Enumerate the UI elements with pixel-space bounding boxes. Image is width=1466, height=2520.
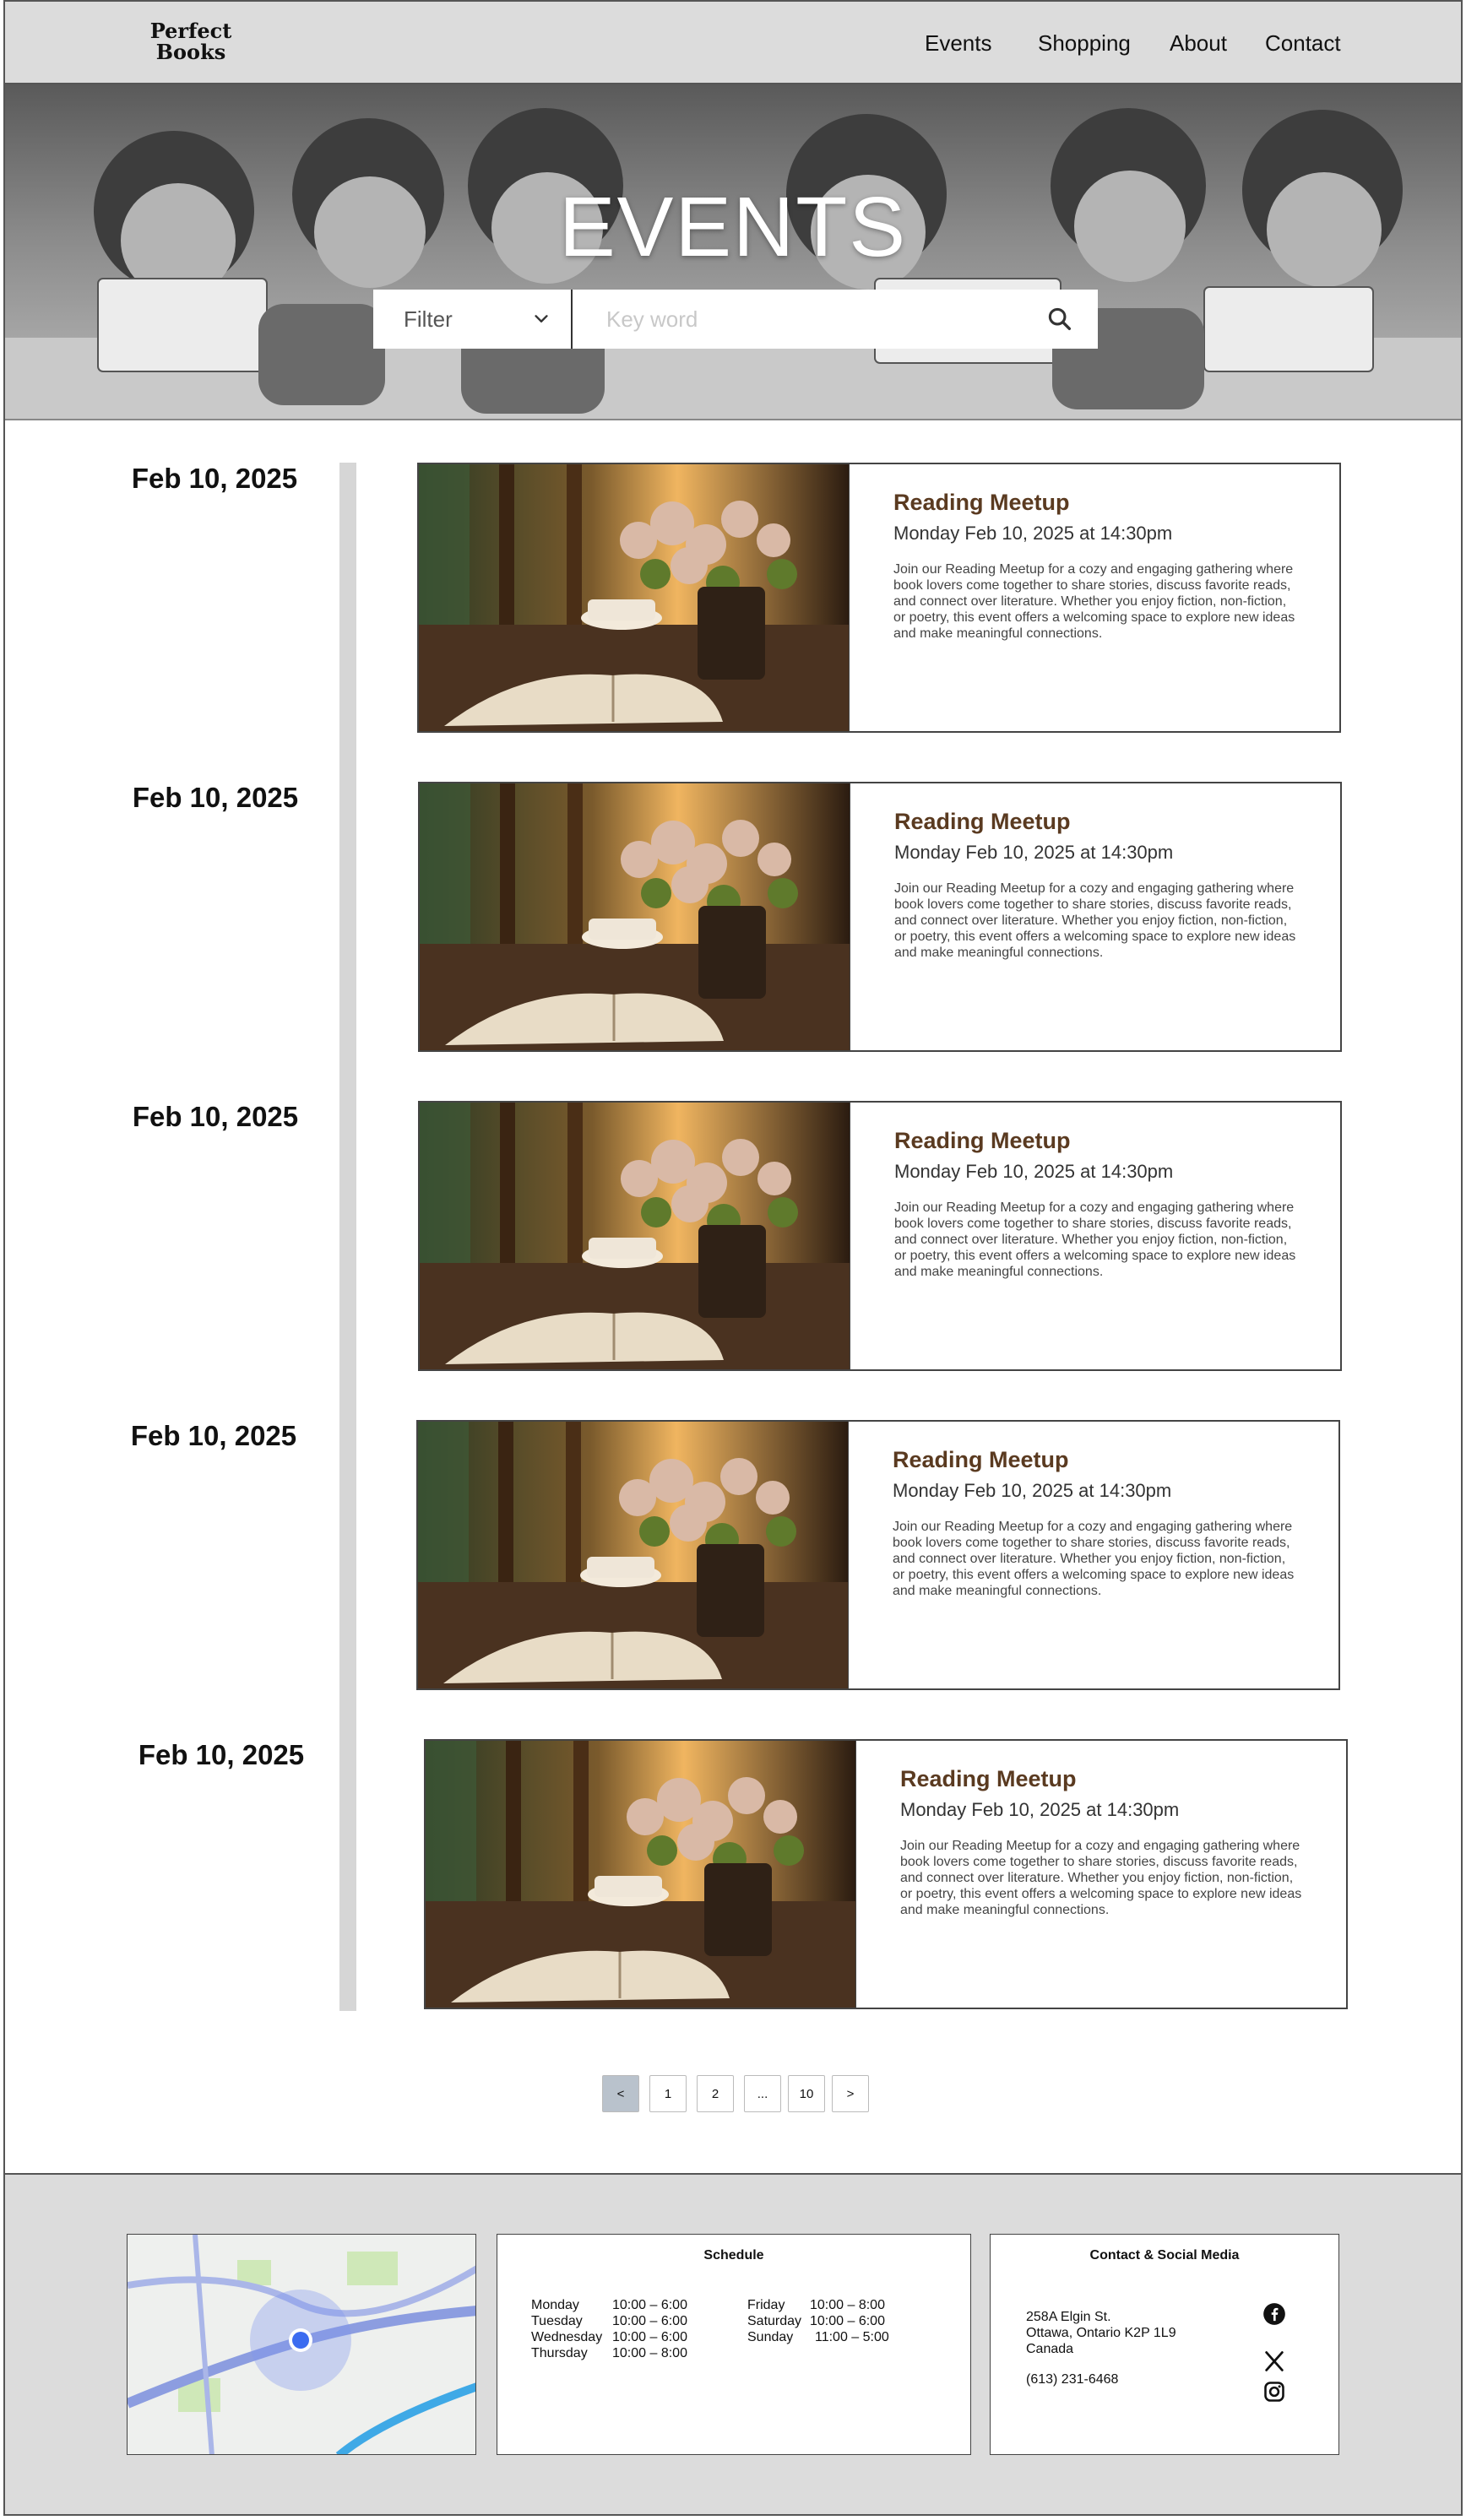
event-title: Reading Meetup: [894, 1128, 1071, 1153]
schedule-row: [747, 2297, 889, 2313]
contact-details: [1026, 2309, 1176, 2387]
event-image: [418, 1422, 849, 1688]
event-photo: [419, 464, 850, 731]
event-date: Feb 10, 2025: [132, 1101, 299, 1132]
contact-heading: Contact & Social Media: [1089, 2248, 1240, 2263]
schedule-hours: 10:00 – 6:00: [612, 2314, 687, 2328]
schedule-left: [531, 2297, 687, 2361]
schedule-hours: 11:00 – 5:00: [815, 2330, 889, 2344]
address-line-3: Canada: [1026, 2342, 1074, 2356]
logo-line-1: Perfect: [149, 19, 232, 43]
page-prev-button[interactable]: <: [602, 2075, 639, 2112]
schedule-day: Tuesday: [531, 2314, 583, 2328]
search-bar: [373, 290, 1098, 349]
schedule-row: [531, 2329, 687, 2345]
event-details: [856, 1741, 1331, 2008]
event-description: Join our Reading Meetup for a cozy and engaging gathering where book lovers come together to share stories, discuss favorite reads, and connect over literature. Whether you enjoy fiction, non-fiction, or poetry, this event offers a welcoming space to explore new ideas and make meaningful connections.: [894, 1200, 1296, 1279]
event-time: Monday Feb 10, 2025 at 14:30pm: [894, 842, 1174, 863]
site-footer: [5, 2173, 1461, 2516]
event-details: [850, 464, 1324, 731]
page-10-button[interactable]: 10: [788, 2075, 825, 2112]
logo-line-2: Books: [155, 40, 226, 64]
schedule-hours: 10:00 – 6:00: [612, 2298, 687, 2312]
nav-events[interactable]: Events: [925, 30, 992, 56]
contact-box: [990, 2234, 1339, 2455]
nav-shopping[interactable]: Shopping: [1038, 30, 1131, 56]
filter-dropdown[interactable]: [373, 290, 573, 349]
page-ellipsis: ...: [744, 2075, 781, 2112]
facebook-icon[interactable]: [1262, 2302, 1286, 2326]
event-photo: [420, 1103, 850, 1369]
schedule-heading: Schedule: [703, 2248, 764, 2263]
event-image: [426, 1741, 856, 2008]
event-description: Join our Reading Meetup for a cozy and engaging gathering where book lovers come together to share stories, discuss favorite reads, and connect over literature. Whether you enjoy fiction, non-fiction, or poetry, this event offers a welcoming space to explore new ideas and make meaningful connections.: [893, 1520, 1295, 1598]
event-title: Reading Meetup: [893, 490, 1070, 515]
page-2-button[interactable]: 2: [697, 2075, 734, 2112]
schedule-day: Monday: [531, 2298, 579, 2312]
hero-banner: [5, 84, 1461, 420]
keyword-search-input[interactable]: [573, 290, 1022, 349]
event-photo: [418, 1422, 849, 1688]
nav-contact[interactable]: Contact: [1265, 30, 1341, 56]
event-details: [849, 1422, 1323, 1688]
event-time: Monday Feb 10, 2025 at 14:30pm: [900, 1799, 1180, 1820]
event-card[interactable]: [418, 782, 1342, 1052]
chevron-down-icon: [532, 310, 551, 328]
phone-number: (613) 231-6468: [1026, 2372, 1119, 2387]
event-card[interactable]: [418, 1101, 1342, 1371]
schedule-row: [747, 2329, 889, 2345]
schedule-hours: 10:00 – 6:00: [810, 2314, 885, 2328]
event-title: Reading Meetup: [893, 1447, 1069, 1472]
event-image: [420, 783, 850, 1050]
filter-label: Filter: [404, 306, 453, 332]
event-time: Monday Feb 10, 2025 at 14:30pm: [893, 1480, 1172, 1501]
event-description: Join our Reading Meetup for a cozy and engaging gathering where book lovers come together to share stories, discuss favorite reads, and connect over literature. Whether you enjoy fiction, non-fiction, or poetry, this event offers a welcoming space to explore new ideas and make meaningful connections.: [894, 881, 1296, 960]
event-photo: [426, 1741, 856, 2008]
event-time: Monday Feb 10, 2025 at 14:30pm: [893, 523, 1173, 544]
schedule-day: Thursday: [531, 2346, 588, 2360]
event-date: Feb 10, 2025: [138, 1739, 305, 1770]
address-line-1: 258A Elgin St.: [1026, 2310, 1111, 2324]
event-title: Reading Meetup: [894, 809, 1071, 834]
event-photo: [420, 783, 850, 1050]
schedule-box: [497, 2234, 971, 2455]
search-icon: [1045, 305, 1074, 333]
schedule-day: Friday: [747, 2298, 785, 2312]
schedule-right: [747, 2297, 889, 2345]
site-header: [5, 2, 1461, 84]
location-map[interactable]: [127, 2234, 476, 2455]
schedule-row: [531, 2313, 687, 2329]
event-date: Feb 10, 2025: [132, 782, 299, 813]
event-description: Join our Reading Meetup for a cozy and engaging gathering where book lovers come together to share stories, discuss favorite reads, and connect over literature. Whether you enjoy fiction, non-fiction, or poetry, this event offers a welcoming space to explore new ideas and make meaningful connections.: [893, 562, 1295, 641]
page-frame: [3, 0, 1463, 2516]
page-1-button[interactable]: 1: [649, 2075, 687, 2112]
schedule-hours: 10:00 – 8:00: [810, 2298, 885, 2312]
schedule-day: Saturday: [747, 2314, 802, 2328]
site-logo[interactable]: [136, 20, 246, 62]
map-image: [128, 2235, 476, 2455]
event-title: Reading Meetup: [900, 1766, 1077, 1791]
event-description: Join our Reading Meetup for a cozy and engaging gathering where book lovers come together to share stories, discuss favorite reads, and connect over literature. Whether you enjoy fiction, non-fiction, or poetry, this event offers a welcoming space to explore new ideas and make meaningful connections.: [900, 1839, 1302, 1917]
event-date: Feb 10, 2025: [130, 1420, 297, 1451]
event-card[interactable]: [424, 1739, 1348, 2009]
event-details: [850, 783, 1325, 1050]
event-details: [850, 1103, 1325, 1369]
event-date: Feb 10, 2025: [131, 463, 298, 494]
schedule-row: [531, 2345, 687, 2361]
address-line-2: Ottawa, Ontario K2P 1L9: [1026, 2326, 1176, 2340]
instagram-icon[interactable]: [1262, 2380, 1286, 2403]
schedule-day: Wednesday: [531, 2330, 603, 2344]
schedule-hours: 10:00 – 8:00: [612, 2346, 687, 2360]
schedule-hours: 10:00 – 6:00: [612, 2330, 687, 2344]
event-image: [419, 464, 850, 731]
search-button[interactable]: [1022, 290, 1098, 349]
nav-about[interactable]: About: [1170, 30, 1227, 56]
schedule-row: [531, 2297, 687, 2313]
schedule-row: [747, 2313, 889, 2329]
event-card[interactable]: [416, 1420, 1340, 1690]
timeline-bar: [339, 463, 356, 2011]
event-time: Monday Feb 10, 2025 at 14:30pm: [894, 1161, 1174, 1182]
event-image: [420, 1103, 850, 1369]
page-title: EVENTS: [558, 180, 908, 274]
page-next-button[interactable]: >: [832, 2075, 869, 2112]
event-card[interactable]: [417, 463, 1341, 733]
x-icon[interactable]: [1262, 2349, 1286, 2373]
schedule-day: Sunday: [747, 2330, 794, 2344]
